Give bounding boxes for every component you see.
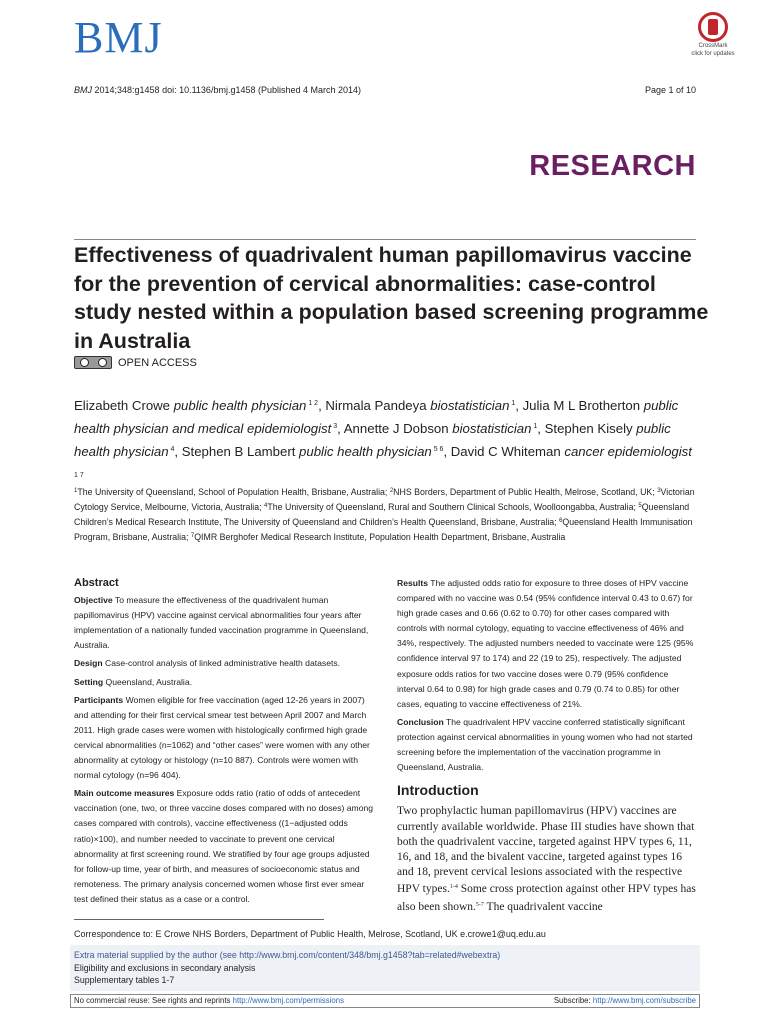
affiliations	[74, 484, 696, 544]
outcome-label: Main outcome measures	[74, 788, 175, 799]
design-label: Design	[74, 658, 103, 669]
affiliation-number: 6	[559, 518, 563, 524]
author-affiliation-ref: 1 2	[306, 400, 319, 407]
title-divider	[74, 239, 696, 240]
citation-line	[74, 85, 361, 95]
design-text: Case-control analysis of linked administrative health datasets.	[102, 658, 341, 669]
author-affiliation-ref: 3	[331, 423, 338, 430]
subscribe-notice	[554, 996, 696, 1006]
objective-label: Objective	[74, 595, 113, 606]
affiliation-text: NHS Borders, Department of Public Health, Melrose, Scotland, UK;	[393, 487, 658, 497]
subscribe-label: Subscribe:	[553, 996, 593, 1005]
author-affiliation-ref: 1	[509, 400, 516, 407]
abstract-heading: Abstract	[74, 577, 119, 589]
extra-material-item-2: Supplementary tables 1-7	[74, 975, 175, 985]
author-role: public health physician	[173, 398, 307, 413]
affiliation-number: 2	[389, 488, 394, 494]
open-access-label: OPEN ACCESS	[118, 356, 197, 369]
author-role: public health physician and medical epidemiologist	[74, 398, 679, 436]
setting-text: Queensland, Australia.	[103, 676, 192, 687]
crossmark-label: CrossMark	[698, 43, 728, 49]
citation-details: 2014;348:g1458 doi: 10.1136/bmj.g1458 (Published 4 March 2014)	[92, 85, 362, 95]
author-name: Stephen B Lambert	[181, 444, 300, 459]
author	[74, 398, 318, 413]
intro-text-1: Two prophylactic human papillomavirus (HPV) vaccines are currently available worldwide. Phase III studies have shown that both the quadrivalent vaccine, targeted against HPV types 6, 11, 16, and 18, and the bivalent vaccine, targeted against types 16 and 18, prevent cervical lesions associated with the respective HPV types.	[397, 805, 695, 896]
reuse-label: No commercial reuse: See rights and reprints	[74, 996, 233, 1005]
affiliation-text: Victorian Cytology Service, Melbourne, Victoria, Australia;	[74, 487, 695, 512]
correspondence: Correspondence to: E Crowe NHS Borders, Department of Public Health, Melrose, Scotland, UK e.crowe1@uq.edu.au	[74, 929, 546, 939]
open-access	[74, 356, 197, 369]
setting-label: Setting	[74, 676, 104, 687]
abstract-conclusion	[397, 715, 697, 775]
conclusion-text: The quadrivalent HPV vaccine conferred statistically significant protection against cervical abnormalities in young women who had not started screening before the implementation of the vaccination programme in Queensland, Australia.	[397, 716, 693, 773]
subscribe-link[interactable]: http://www.bmj.com/subscribe	[592, 996, 696, 1005]
intro-text-3: The quadrivalent vaccine	[483, 900, 603, 913]
author-affiliation-ref: 5 6	[431, 446, 444, 453]
author-name: Julia M L Brotherton	[522, 398, 644, 413]
permissions-link[interactable]: http://www.bmj.com/permissions	[232, 996, 344, 1005]
abstract-outcome	[74, 786, 374, 907]
extra-material-item-1: Eligibility and exclusions in secondary analysis	[74, 962, 256, 973]
participants-label: Participants	[74, 694, 124, 705]
author	[344, 421, 538, 436]
footer-bar	[70, 994, 700, 1008]
crossmark-badge[interactable]	[690, 12, 736, 58]
article-title: Effectiveness of quadrivalent human papillomavirus vaccine for the prevention of cervical abnormalities: case-control study nested within a population based screening programme in Australia	[74, 243, 709, 353]
reuse-notice	[74, 996, 344, 1006]
abstract-column-left	[74, 576, 374, 910]
author-name: David C Whiteman	[450, 444, 565, 459]
affiliation-text: Queensland Health Immunisation Program, Brisbane, Australia;	[74, 517, 693, 542]
participants-text: Women eligible for free vaccination (aged 12-26 years in 2007) and attending for their first cervical smear test between April 2007 and March 2011. High grade cases were women with histologically confirmed high grade cervical abnormalities (n=1062) and “other cases” were women with any other abnormality at cytology or histology (n=10 887). Controls were women with normal cytology (n=96 404).	[74, 694, 370, 781]
page-number: Page 1 of 10	[644, 85, 696, 95]
footnote-divider	[74, 919, 324, 920]
author-affiliation-ref: 1 7	[74, 472, 84, 479]
author	[182, 444, 444, 459]
author-role: cancer epidemiologist	[564, 444, 692, 459]
creative-commons-icon	[74, 356, 112, 369]
author-affiliation-ref: 1	[531, 423, 538, 430]
intro-ref-2[interactable]: 5-7	[475, 901, 484, 908]
author	[325, 398, 515, 413]
intro-text-2: Some cross protection against other HPV types has also been shown.	[397, 883, 696, 913]
affiliation-number: 5	[638, 503, 642, 509]
affiliation-text: The University of Queensland, School of Population Health, Brisbane, Australia;	[77, 487, 390, 497]
author-name: Stephen Kisely	[544, 421, 637, 436]
affiliation-text: The University of Queensland, Rural and Southern Clinical Schools, Woolloongabba, Australia;	[267, 502, 639, 512]
objective-text: To measure the effectiveness of the quadrivalent human papillomavirus (HPV) vaccine against cervical abnormalities four years after implementation of a nationally funded vaccination programme in Queensland, Australia.	[74, 595, 369, 651]
results-label: Results	[397, 578, 429, 588]
author-role: public health physician	[74, 421, 671, 459]
bmj-logo: BMJ	[74, 13, 163, 62]
abstract-setting	[74, 675, 374, 690]
affiliation-number: 3	[657, 488, 661, 494]
affiliation-text: QIMR Berghofer Medical Research Institute, Population Health Department, Brisbane, Australia	[194, 532, 566, 542]
results-text: The adjusted odds ratio for exposure to three doses of HPV vaccine compared with no vaccine was 0.54 (95% confidence interval 0.43 to 0.67) for high grade cases and 0.66 (0.62 to 0.70) for other cases compared with controls with normal cytology, equating to vaccine effectiveness of 46% and 34%, respectively. The adjusted numbers needed to vaccinate were 125 (95% confidence interval 97 to 174) and 22 (19 to 25), respectively. The adjusted exposure odds ratios for two vaccine doses were 0.79 (95% confidence interval 0.64 to 0.98) for high grade cases and 0.79 (0.74 to 0.85) for other cases, equating to vaccine effectiveness of 21%.	[397, 578, 694, 709]
intro-ref-1[interactable]: 1-4	[449, 884, 458, 891]
author-name: Nirmala Pandeya	[325, 398, 431, 413]
author-name: Annette J Dobson	[343, 421, 453, 436]
affiliation-text: Queensland Children’s Medical Research Institute, The University of Queensland and Children’s Health Queensland, Brisbane, Australia;	[74, 502, 690, 527]
author-affiliation-ref: 4	[168, 446, 175, 453]
author-name: Elizabeth Crowe	[74, 398, 174, 413]
section-label: RESEARCH	[529, 150, 696, 182]
extra-material-box	[70, 945, 700, 991]
author-role: public health physician	[299, 444, 432, 459]
abstract-objective	[74, 593, 374, 653]
abstract-participants	[74, 693, 374, 784]
conclusion-label: Conclusion	[397, 716, 444, 727]
abstract-column-right	[397, 576, 697, 915]
crossmark-sublabel: click for updates	[691, 51, 735, 57]
abstract-design	[74, 656, 374, 671]
introduction-heading: Introduction	[397, 782, 479, 799]
extra-material-link[interactable]: Extra material supplied by the author (see http://www.bmj.com/content/348/bmj.g1458?tab=related#webextra)	[74, 950, 501, 960]
abstract-results	[397, 576, 697, 712]
crossmark-icon	[698, 12, 728, 42]
affiliation-number: 7	[190, 533, 195, 539]
author-role: biostatistician	[452, 421, 532, 436]
introduction-text	[397, 804, 697, 914]
author-list: Elizabeth Crowe public health physician $^{1 2}$, Nirmala Pandeya biostatistician $^1$, Julia M L Brotherton public health physician and medical epidemiologist $^3$, Annette J Dobson biostatistician $^1$, Stephen Kisely public health physician $^4$, Stephen B Lambert public health physician $^{5 6}$, David C Whiteman cancer epidemiologist $^{1 7}$	[74, 393, 696, 488]
outcome-text: Exposure odds ratio (ratio of odds of antecedent vaccination (one, two, or three vaccine doses compared with no doses) among cases compared with controls), vaccine effectiveness ((1−adjusted odds ratio)×100), and number needed to vaccinate to prevent one cervical abnormality at first screening round. We stratified by four age groups adjusted for follow-up time, year of birth, and measures of socioeconomic status and remoteness. The primary analysis concerned women whose first ever smear test defined their status as a case or a control.	[74, 788, 374, 904]
author-role: biostatistician	[430, 398, 510, 413]
affiliation-number: 1	[74, 488, 78, 494]
affiliation-number: 4	[264, 503, 268, 509]
citation-journal: BMJ	[74, 85, 92, 95]
